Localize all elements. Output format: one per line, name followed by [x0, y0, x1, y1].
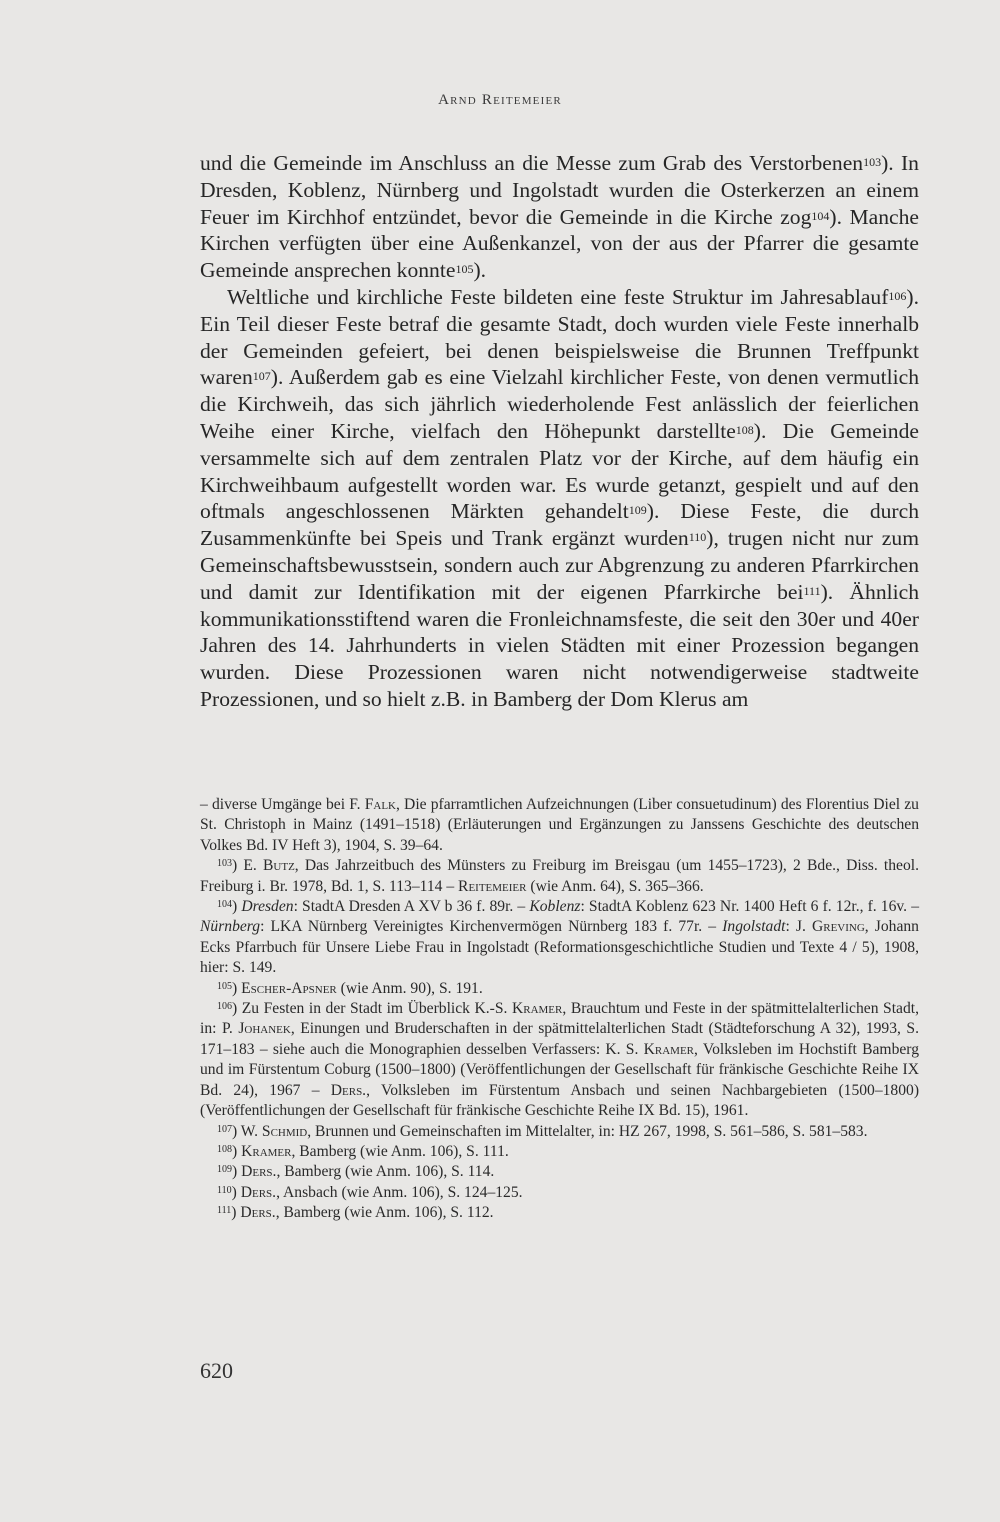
text-run: ). Manche Kirchen verfügten über eine Außenkanzel, von der aus der Pfarrer die gesamte Gemeinde ansprechen konnte [200, 204, 920, 283]
text-run: Weltliche und kirchliche Feste bildeten eine feste Struktur im Jahresablauf [227, 284, 889, 309]
text-run: ) Zu Festen in der Stadt im Überblick K.-S. [232, 1000, 512, 1018]
author-name: Johanek [238, 1020, 291, 1038]
paragraph [200, 150, 919, 284]
text-run: , Brauchtum und Feste in der spätmittelalterlichen Stadt, in: P. [200, 1000, 919, 1038]
text-run: ), trugen nicht nur zum Gemeinschaftsbewusstsein, sondern auch zur Abgrenzung zu anderen Pfarrkirchen und damit zur Identifikation mit der eigenen Pfarrkirche bei [200, 526, 919, 604]
author-name: Schmid [261, 1122, 308, 1140]
text-run: ) [232, 898, 242, 916]
author-name: Kramer [643, 1040, 695, 1058]
text-run: , Das Jahrzeitbuch des Münsters zu Freiburg im Breisgau (um 1455–1723), 2 Bde., Diss. theol. Freiburg i. Br. 1978, Bd. 1, S. 113–114 – [200, 857, 919, 895]
footnote-number: 104 [217, 899, 232, 911]
text-run: ) [231, 1204, 241, 1222]
footnote-111 [200, 1203, 919, 1223]
footnote-105 [200, 979, 919, 999]
text-run: , Bamberg (wie Anm. 106), S. 112. [275, 1204, 494, 1222]
text-run: ) [232, 1163, 242, 1181]
text-run: , Volksleben im Fürstentum Ansbach und seinen Nachbargebieten (1500–1800) (Veröffentlichungen der Gesellschaft für fränkische Geschichte Reihe IX Bd. 15), 1961. [200, 1081, 920, 1120]
footnote-109 [200, 1162, 919, 1182]
author-name: Kramer [241, 1142, 292, 1160]
author-name: Greving [811, 918, 865, 936]
text-run: , Brunnen und Gemeinschaften im Mittelalter, in: HZ 267, 1998, S. 561–586, S. 581–583. [307, 1122, 868, 1140]
text-run: ). Diese Feste, die durch Zusammenkünfte bei Speis und Trank ergänzt wurden [200, 499, 919, 551]
footnote-number: 106 [217, 1001, 232, 1013]
author-name: Reitemeier [458, 877, 527, 895]
author-name: Ders. [330, 1081, 367, 1099]
footnote-continuation [200, 795, 919, 856]
footnote-104 [200, 897, 919, 979]
text-run: , Johann Ecks Pfarrbuch für Unsere Liebe Frau in Ingolstadt (Reformationsgeschichtliche Studien und Texte 4 / 5), 1908, hier: S. 149. [200, 918, 919, 977]
footnote-reference[interactable]: 108 [735, 422, 754, 437]
author-name: Butz [263, 857, 295, 875]
text-run: ). In Dresden, Koblenz, Nürnberg und Ingolstadt wurden die Osterkerzen an einem Feuer im Kirchhof entzündet, bevor die Gemeinde in die Kirche zog [200, 151, 919, 229]
footnote-number: 110 [217, 1184, 232, 1196]
text-run: , Volksleben im Hochstift Bamberg und im Fürstentum Coburg (1500–1800) (Veröffentlichungen der Gesellschaft für fränkische Geschichte Reihe IX Bd. 24), 1967 – [200, 1040, 919, 1099]
text-run: : J. [785, 918, 812, 936]
text-run: ). Ähnlich kommunikationsstiftend waren die Fronleichnamsfeste, die seit den 30er und 40er Jahren des 14. Jahrhunderts in vielen Städten mit einer Prozession begangen wurden. Diese Prozessionen waren nicht notwendigerweise stadtweite Prozessionen, und so hielt z.B. in Bamberg der Dom Klerus am [200, 579, 919, 711]
footnote-106 [200, 999, 919, 1121]
place-name: Dresden [241, 898, 294, 916]
paragraph [200, 284, 919, 713]
author-name: Kramer [511, 1000, 563, 1018]
text-run: ) [232, 979, 242, 997]
footnote-reference[interactable]: 103 [863, 155, 882, 169]
page-number: 620 [200, 1358, 233, 1383]
text-run: , Ansbach (wie Anm. 106), S. 124–125. [276, 1183, 523, 1201]
text-run: , Einungen und Bruderschaften in der spätmittelalterlichen Stadt (Städteforschung A 32), 1993, S. 171–183 – siehe auch die Monographien desselben Verfassers: K. S. [200, 1020, 919, 1058]
footnote-103 [200, 856, 919, 897]
place-name: Koblenz [529, 898, 581, 916]
text-run: – diverse Umgänge bei F. [200, 796, 365, 813]
place-name: Nürnberg [200, 918, 261, 936]
footnote-107 [200, 1122, 919, 1142]
footnote-number: 105 [217, 980, 232, 992]
footnotes-section [200, 795, 919, 1224]
footnote-number: 108 [217, 1143, 232, 1155]
text-run: , Die pfarramtlichen Aufzeichnungen (Liber consuetudinum) des Florentius Diel zu St. Christoph in Mainz (1491–1518) (Erläuterungen und Ergänzungen zu Janssens Geschichte des deutschen Volkes Bd. IV Heft 3), 1904, S. 39–64. [200, 796, 919, 854]
text-run: ) [231, 1183, 241, 1201]
text-run: , Bamberg (wie Anm. 106), S. 111. [291, 1142, 509, 1160]
footnote-110 [200, 1183, 919, 1203]
footnote-reference[interactable]: 111 [803, 583, 821, 598]
text-run: ). [473, 258, 487, 283]
footnote-number: 107 [217, 1123, 232, 1135]
author-name: Ders. [241, 1163, 277, 1181]
text-run: (wie Anm. 90), S. 191. [336, 979, 483, 997]
footnote-number: 109 [217, 1164, 232, 1176]
place-name: Ingolstadt [722, 918, 786, 936]
author-name: Falk [364, 796, 396, 813]
footnote-reference[interactable]: 110 [688, 530, 707, 545]
text-run: ) W. [232, 1122, 262, 1140]
author-name: Ders. [240, 1204, 276, 1222]
author-name: Ders. [240, 1183, 277, 1201]
text-run: : StadtA Koblenz 623 Nr. 1400 Heft 6 f. 12r., f. 16v. – [580, 898, 919, 916]
text-run: ) [232, 1142, 242, 1160]
footnote-reference[interactable]: 104 [811, 208, 830, 223]
text-run: (wie Anm. 64), S. 365–366. [526, 877, 704, 895]
footnote-number: 103 [217, 858, 232, 870]
running-head: Arnd Reitemeier [438, 92, 562, 108]
main-text [200, 150, 919, 713]
footnote-reference[interactable]: 105 [455, 262, 474, 277]
text-run: und die Gemeinde im Anschluss an die Messe zum Grab des Verstorbenen [200, 151, 864, 175]
footnote-reference[interactable]: 106 [888, 288, 907, 303]
text-run: ). Die Gemeinde versammelte sich auf dem zentralen Platz vor der Kirche, auf dem häufig ein Kirchweihbaum aufgestellt worden war. Es wurde getanzt, gespielt und auf den oftmals angeschlossenen Märkten gehandelt [200, 418, 919, 524]
footnote-reference[interactable]: 107 [252, 369, 271, 384]
footnote-108 [200, 1142, 919, 1162]
text-run: ). Außerdem gab es eine Vielzahl kirchlicher Feste, von denen vermutlich die Kirchweih, das sich jährlich wiederholende Fest anlässlich der feierlichen Weihe einer Kirche, vielfach den Höhepunkt darstellte [200, 365, 919, 443]
footnote-reference[interactable]: 109 [628, 503, 647, 518]
text-run: ) E. [232, 857, 263, 875]
author-name: Escher-Apsner [241, 979, 337, 997]
text-run: ). Ein Teil dieser Feste betraf die gesamte Stadt, doch wurden viele Feste innerhalb der Gemeinden gefeiert, bei denen beispielsweise die Brunnen Treffpunkt waren [200, 284, 919, 390]
text-run: : LKA Nürnberg Vereinigtes Kirchenvermögen Nürnberg 183 f. 77r. – [260, 918, 723, 936]
text-run: , Bamberg (wie Anm. 106), S. 114. [276, 1163, 495, 1181]
footnote-number: 111 [217, 1205, 232, 1217]
text-run: : StadtA Dresden A XV b 36 f. 89r. – [293, 898, 530, 916]
